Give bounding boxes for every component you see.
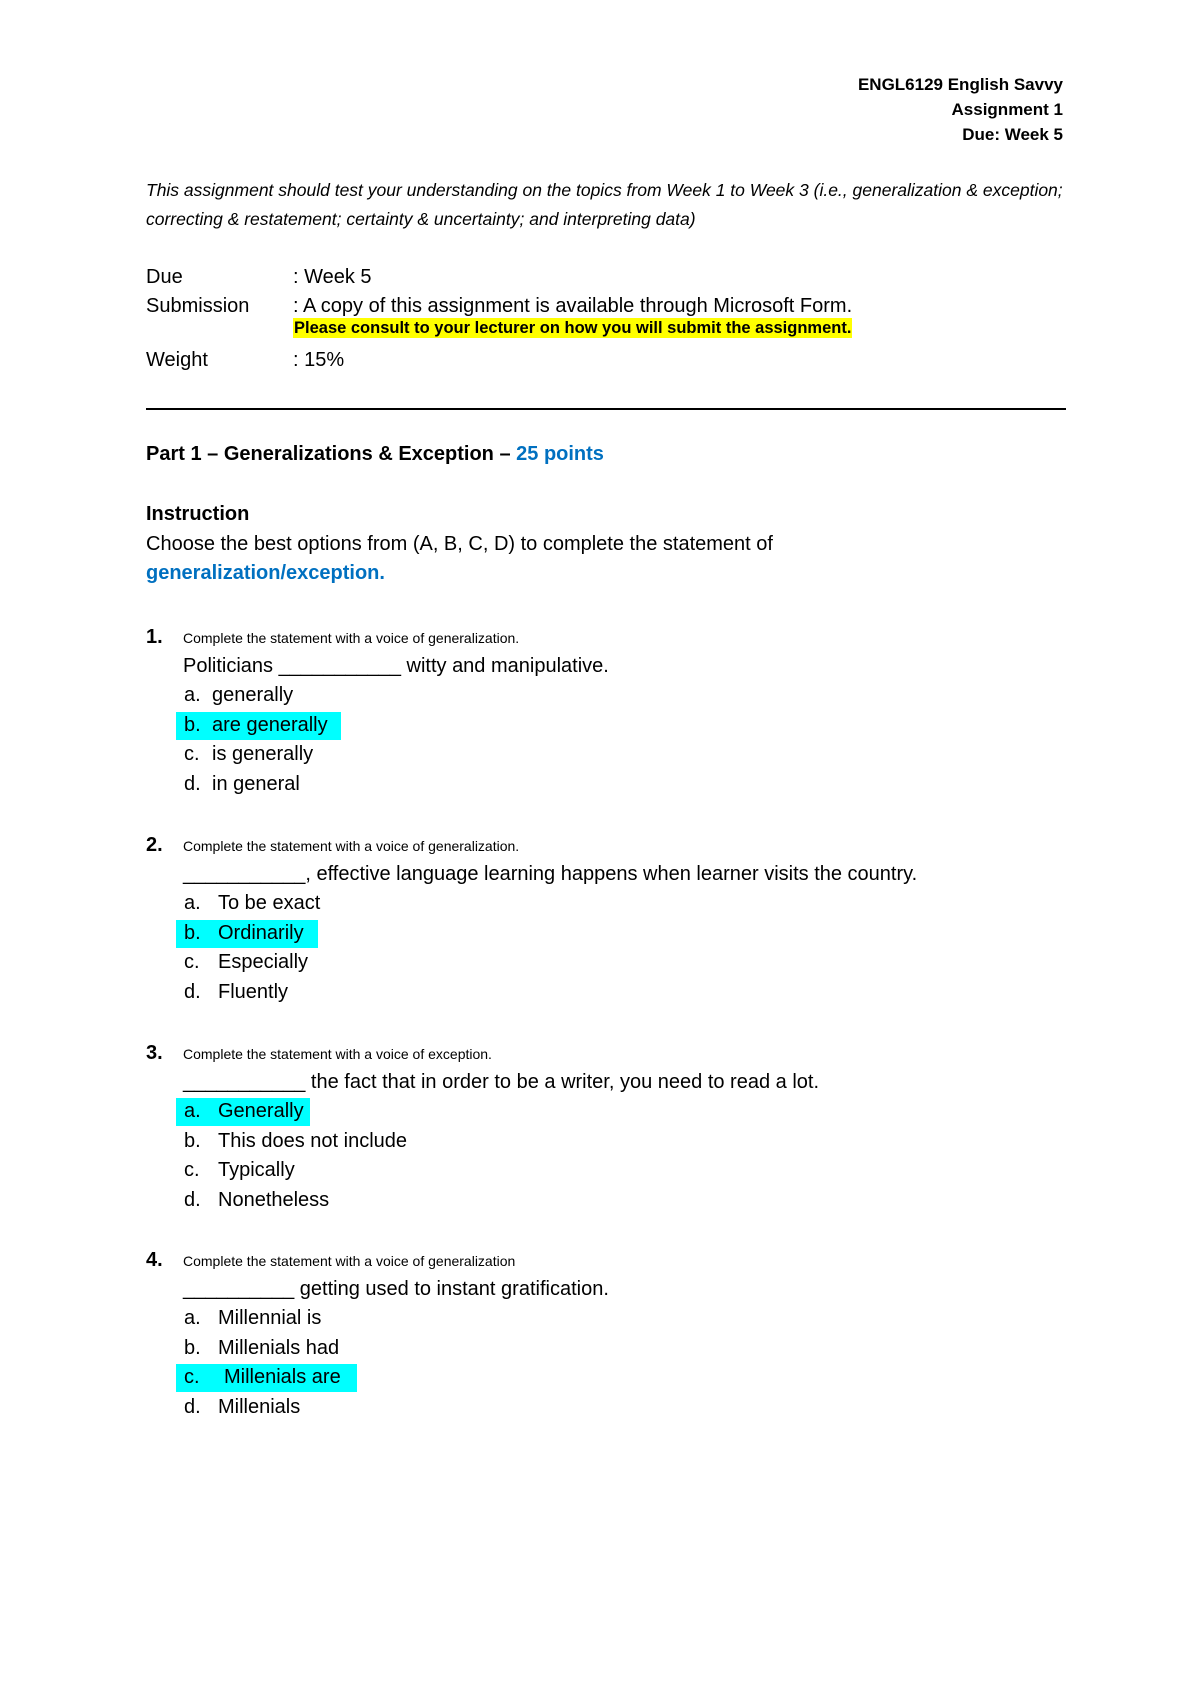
question-prompt: Complete the statement with a voice of generalization — [183, 1253, 516, 1269]
instruction-text — [146, 530, 1046, 588]
question-statement: ___________, effective language learning happens when learner visits the country. — [183, 863, 918, 885]
option-letter: a. — [184, 892, 201, 914]
option-b-highlighted[interactable] — [176, 919, 1096, 949]
question-prompt: Complete the statement with a voice of generalization. — [183, 630, 520, 646]
option-text: Nonetheless — [218, 1188, 330, 1211]
option-letter: a. — [184, 684, 201, 706]
option-c[interactable] — [176, 1156, 1096, 1186]
option-d[interactable] — [176, 978, 1096, 1008]
option-letter: c. — [184, 1366, 200, 1388]
part-title — [146, 440, 604, 468]
question-number: 4. — [146, 1249, 163, 1271]
option-d[interactable] — [176, 1186, 1096, 1216]
question-3 — [146, 1038, 1096, 1215]
question-number: 3. — [146, 1042, 163, 1064]
weight-label: Weight — [146, 349, 208, 371]
option-text: Millenials are — [224, 1366, 341, 1388]
option-b-highlighted[interactable] — [176, 711, 1096, 741]
option-text: To be exact — [218, 892, 321, 914]
option-letter: a. — [184, 1307, 201, 1329]
part-title-text: Part 1 – Generalizations & Exception – — [146, 443, 517, 465]
submission-value: : A copy of this assignment is available through Microsoft Form. — [293, 295, 853, 317]
question-prompt: Complete the statement with a voice of generalization. — [183, 838, 520, 854]
option-letter: c. — [184, 1159, 200, 1181]
option-text: are generally — [212, 713, 328, 736]
question-number: 2. — [146, 834, 163, 856]
option-letter: c. — [184, 743, 200, 765]
section-divider — [146, 408, 1066, 410]
submission-label: Submission — [146, 295, 250, 317]
option-letter: b. — [184, 1129, 201, 1152]
option-letter: a. — [184, 1100, 201, 1122]
option-letter: d. — [184, 980, 201, 1003]
option-letter: b. — [184, 1336, 201, 1359]
option-list — [146, 889, 1096, 1007]
question-4 — [146, 1245, 1096, 1422]
option-d[interactable] — [176, 770, 1096, 800]
option-list — [146, 681, 1096, 799]
due-value: : Week 5 — [293, 266, 372, 288]
question-1 — [146, 622, 1096, 799]
question-statement: __________ getting used to instant gratification. — [183, 1278, 609, 1300]
option-text: Typically — [218, 1159, 295, 1181]
option-letter: d. — [184, 1395, 201, 1418]
option-letter: b. — [184, 713, 201, 736]
submission-note: Please consult to your lecturer on how you will submit the assignment. — [294, 319, 852, 337]
option-list — [146, 1304, 1096, 1422]
option-b[interactable] — [176, 1334, 1096, 1364]
option-list — [146, 1097, 1096, 1215]
option-c[interactable] — [176, 948, 1096, 978]
option-letter: c. — [184, 951, 200, 973]
option-c[interactable] — [176, 740, 1096, 770]
option-text: in general — [212, 772, 300, 795]
option-letter: d. — [184, 772, 201, 795]
option-text: Especially — [218, 951, 309, 973]
option-text: Generally — [218, 1100, 304, 1122]
document-header — [858, 72, 1063, 147]
intro-paragraph: This assignment should test your understanding on the topics from Week 1 to Week 3 (i.e., generalization & exception; correcting & restatement; certainty & uncertainty; and interpreting data) — [146, 180, 1063, 229]
option-a[interactable] — [176, 681, 1096, 711]
option-text: generally — [212, 684, 294, 706]
course-title: ENGL6129 English Savvy — [857, 75, 1063, 94]
option-text: Millennial is — [218, 1307, 322, 1329]
instruction-accent: generalization/exception. — [146, 562, 385, 584]
option-a[interactable] — [176, 889, 1096, 919]
option-letter: b. — [184, 921, 201, 944]
option-b[interactable] — [176, 1127, 1096, 1157]
question-number: 1. — [146, 626, 163, 648]
option-a-highlighted[interactable] — [176, 1097, 1096, 1127]
question-statement: ___________ the fact that in order to be a writer, you need to read a lot. — [183, 1071, 819, 1093]
weight-value: : 15% — [293, 349, 345, 371]
instruction-heading: Instruction — [146, 503, 250, 525]
due-line: Due: Week 5 — [962, 125, 1063, 144]
option-a[interactable] — [176, 1304, 1096, 1334]
option-text: Millenials had — [218, 1336, 340, 1359]
part-points: 25 points — [516, 443, 604, 465]
option-letter: d. — [184, 1188, 201, 1211]
option-text: Fluently — [218, 980, 289, 1003]
option-text: Millenials — [218, 1395, 301, 1418]
question-statement: Politicians ___________ witty and manipulative. — [183, 655, 609, 677]
due-label: Due — [146, 266, 183, 288]
question-prompt: Complete the statement with a voice of exception. — [183, 1046, 492, 1062]
option-d[interactable] — [176, 1393, 1096, 1423]
option-text: Ordinarily — [218, 921, 304, 944]
instruction-body: Choose the best options from (A, B, C, D) to complete the statement of — [146, 533, 773, 555]
option-text: is generally — [212, 743, 314, 765]
question-2 — [146, 830, 1096, 1007]
option-c-highlighted[interactable] — [176, 1363, 1096, 1393]
assignment-title: Assignment 1 — [951, 100, 1063, 119]
option-text: This does not include — [218, 1129, 408, 1152]
